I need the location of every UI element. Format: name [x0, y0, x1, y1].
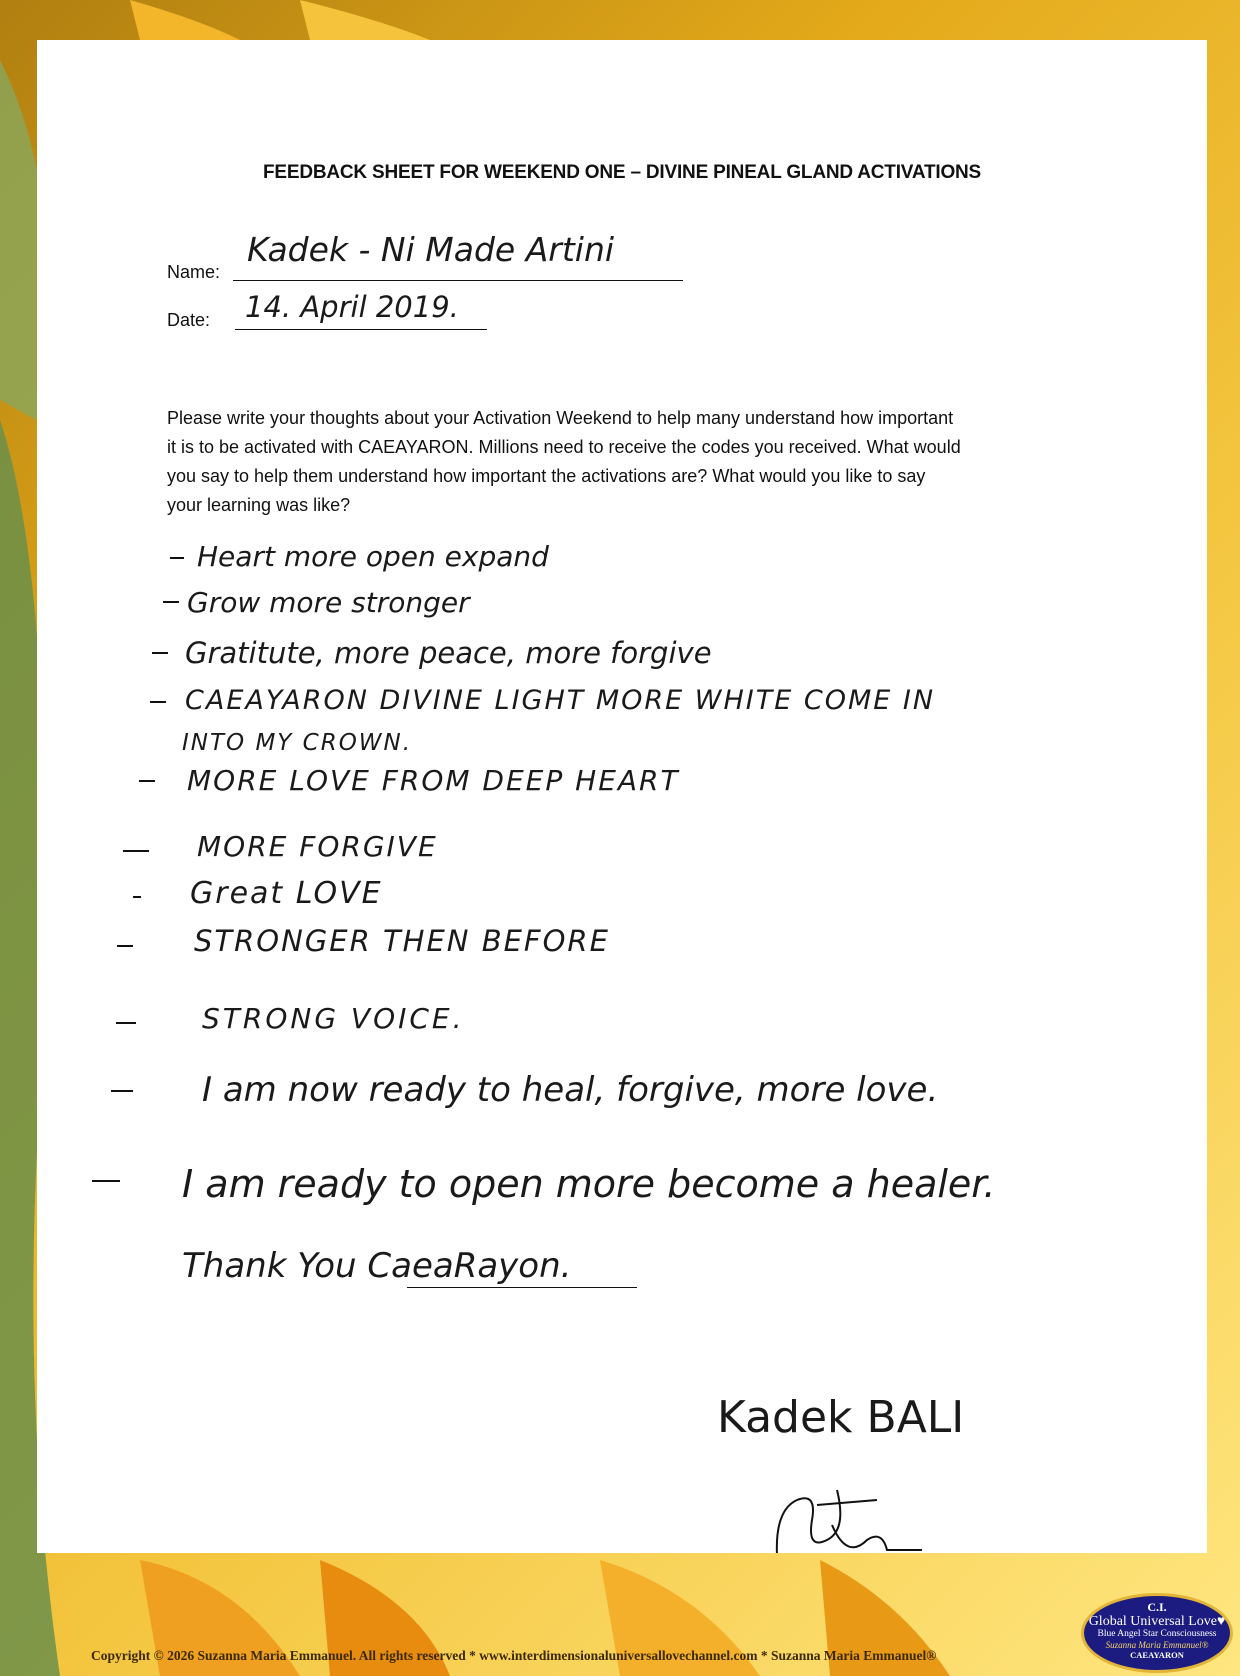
seal-line: Global Universal Love♥	[1088, 1614, 1226, 1629]
response-line: Heart more open expand	[197, 540, 549, 573]
bullet-dash	[170, 557, 184, 559]
prompt-text	[167, 404, 1067, 520]
form-title: FEEDBACK SHEET FOR WEEKEND ONE – DIVINE PINEAL GLAND ACTIVATIONS	[262, 162, 982, 183]
response-line: I am now ready to heal, forgive, more love.	[202, 1070, 939, 1110]
name-line	[233, 280, 683, 281]
response-line: STRONG VOICE.	[202, 1002, 465, 1035]
date-line	[235, 329, 487, 330]
response-line: Great LOVE	[190, 876, 383, 911]
response-line: STRONGER THEN BEFORE	[194, 924, 610, 958]
prompt-line: you say to help them understand how important the activations are? What would you like to say	[167, 466, 926, 486]
copyright-footer: Copyright © 2026 Suzanna Maria Emmanuel. All rights reserved * www.interdimensionaluniversallovechannel.com * Suzanna Maria Emmanuel®	[91, 1648, 937, 1663]
prompt-line: Please write your thoughts about your Activation Weekend to help many understand how important	[167, 408, 954, 428]
name-label: Name:	[167, 262, 221, 282]
seal-line: Suzanna Maria Emmanuel®	[1105, 1640, 1209, 1650]
name-value: Kadek - Ni Made Artini	[247, 230, 615, 269]
bullet-dash	[150, 701, 166, 703]
bullet-dash	[133, 896, 141, 898]
bullet-dash	[163, 601, 179, 603]
seal-line: C.I.	[1147, 1600, 1167, 1614]
seal-line: CAEAYARON	[1130, 1650, 1184, 1660]
bullet-dash	[111, 1090, 133, 1092]
bullet-dash	[92, 1180, 120, 1182]
prompt-line: your learning was like?	[167, 495, 351, 515]
response-line: MORE LOVE FROM DEEP HEART	[187, 764, 680, 797]
caearayon-underline	[407, 1287, 637, 1288]
response-line: CAEAYARON DIVINE LIGHT MORE WHITE COME IN	[185, 685, 936, 716]
response-line: INTO MY CROWN.	[182, 730, 413, 756]
response-line: Thank You CaeaRayon.	[182, 1246, 572, 1286]
seal-line: Blue Angel Star Consciousness	[1097, 1629, 1217, 1639]
bullet-dash	[123, 850, 149, 852]
response-line: Gratitute, more peace, more forgive	[185, 636, 712, 670]
bullet-dash	[139, 780, 155, 782]
bullet-dash	[152, 652, 168, 654]
signature-name: Kadek BALI	[717, 1392, 965, 1443]
date-value: 14. April 2019.	[245, 290, 459, 324]
feedback-sheet	[37, 40, 1207, 1553]
response-line: I am ready to open more become a healer.	[182, 1162, 996, 1206]
prompt-line: it is to be activated with CAEAYARON. Millions need to receive the codes you received. What would	[167, 437, 961, 457]
global-universal-love-seal	[1081, 1593, 1233, 1673]
signature-mark	[757, 1470, 937, 1553]
response-line: Grow more stronger	[187, 586, 470, 619]
response-line: MORE FORGIVE	[197, 830, 438, 863]
bullet-dash	[117, 945, 133, 947]
date-label: Date:	[167, 310, 211, 330]
bullet-dash	[116, 1022, 136, 1024]
